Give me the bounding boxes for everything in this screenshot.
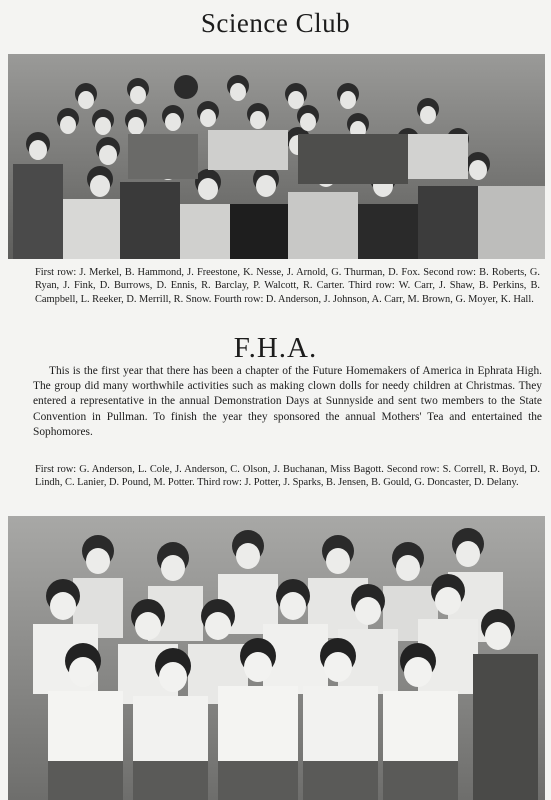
fha-caption: First row: G. Anderson, L. Cole, J. Anderson, C. Olson, J. Buchanan, Miss Bagott. Second row: S. Correll, R. Boyd, D. Lindh, C. Lanier, D. Pound, M. Potter. Third row: J. Potter, J. Sparks, B. Jensen, B. Gould, G. Doncaster, D. Delany. [35,464,540,489]
fha-group-photo [8,516,545,800]
fha-title: F.H.A. [233,332,318,364]
science-club-caption: First row: J. Merkel, B. Hammond, J. Freestone, K. Nesse, J. Arnold, G. Thurman, D. Fox. Second row: B. Roberts, G. Ryan, J. Fink, D. Burrows, D. Ennis, R. Barclay, P. Walcott, R. Carter. Third row: W. Carr, J. Shaw, B. Perkins, B. Campbell, L. Reeker, D. Merrill, R. Snow. Fourth row: D. Anderson, J. Johnson, A. Carr, M. Brown, G. Moyer, K. Hall. [35,267,540,305]
science-club-title: Science Club [200,8,351,38]
science-club-group-photo [8,54,545,259]
fha-description: This is the first year that there has been a chapter of the Future Homemakers of America in Ephrata High. The group did many worthwhile activities such as making clown dolls for needy children at Christmas. They entered a representative in the annual Demonstration Days at Sunnyside and sent two members to the State Convention in Pullman. To finish the year they sponsored the annual Mothers' Tea and entertained the Sophomores. [33,365,542,438]
